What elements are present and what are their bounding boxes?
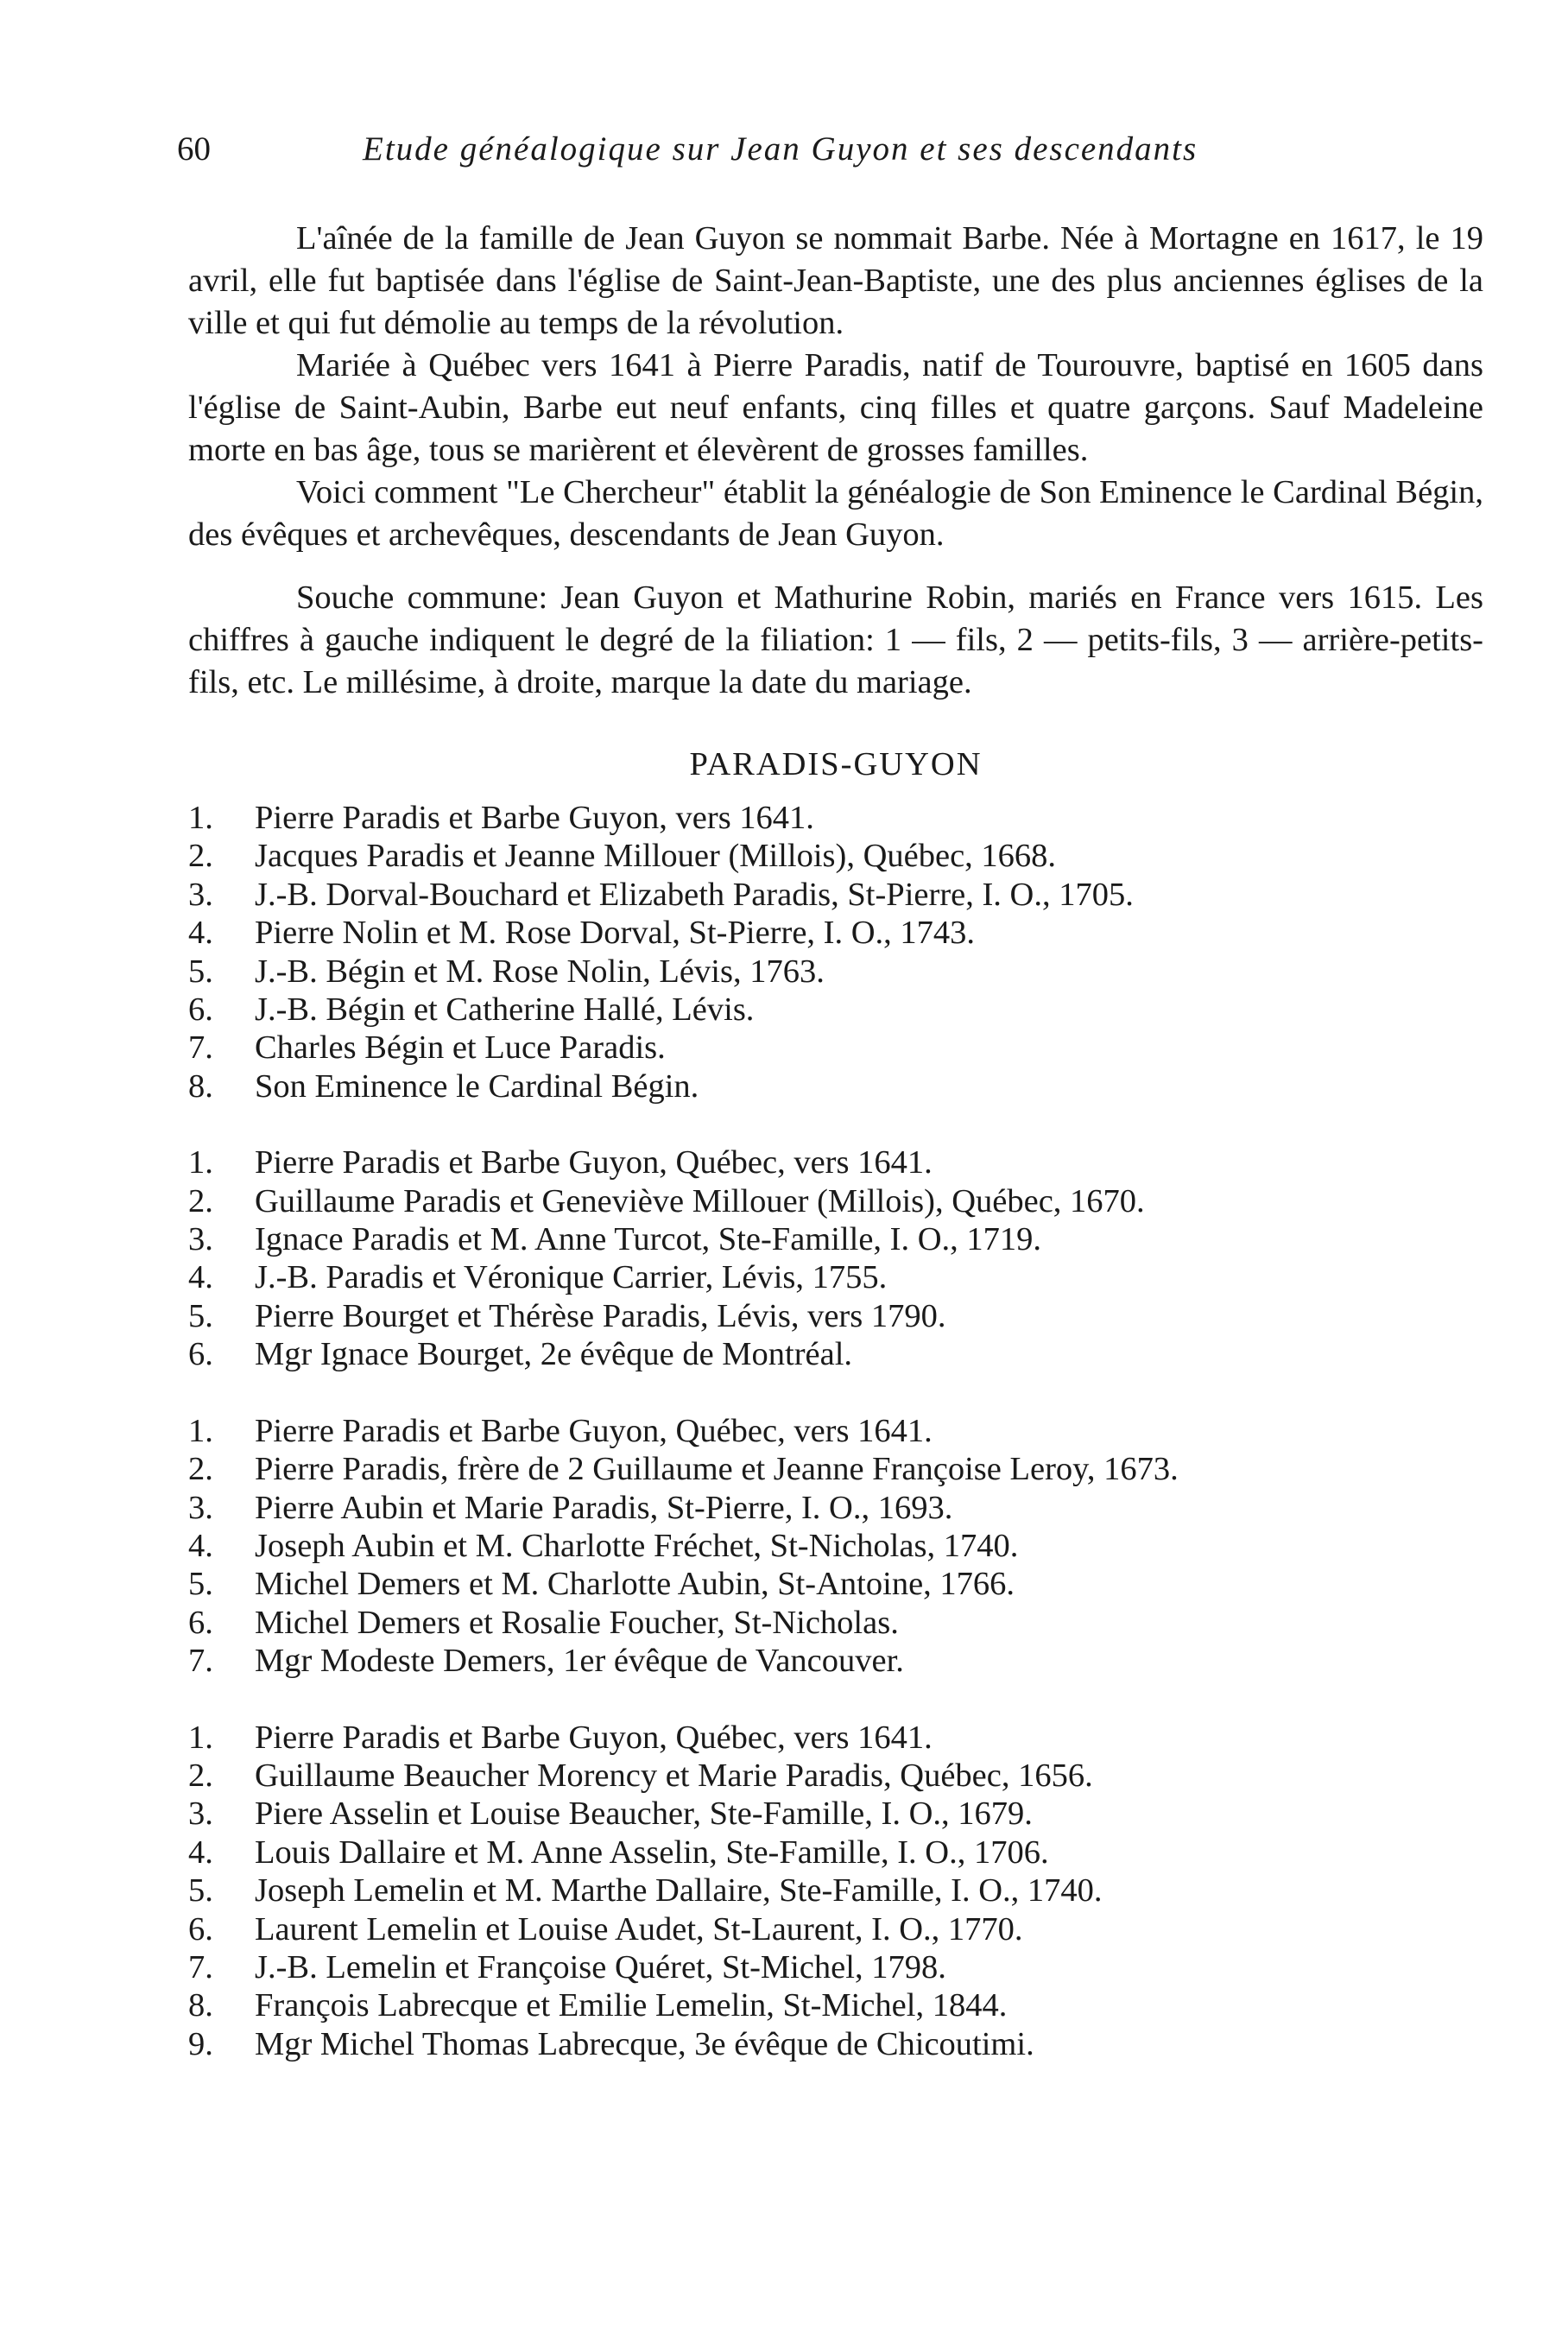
lineage-entry-number: 4. [188, 1527, 213, 1564]
lineage-entry-number: 4. [188, 1259, 213, 1296]
lineage-entry [188, 1258, 1483, 1296]
lineage-entry-number: 3. [188, 1796, 213, 1833]
lineage-entry-text: Mgr Modeste Demers, 1er évêque de Vancouver. [255, 1643, 904, 1680]
lineage-entry-text: Ignace Paradis et M. Anne Turcot, Ste-Famille, I. O., 1719. [255, 1221, 1042, 1258]
lineage-entry-number: 7. [188, 1029, 213, 1067]
lineage-entry-text: François Labrecque et Emilie Lemelin, St-Michel, 1844. [255, 1987, 1008, 2024]
lineage-entry [188, 953, 1483, 991]
lineage-entry [188, 1948, 1483, 1986]
lineage-entry-text: Michel Demers et Rosalie Foucher, St-Nicholas. [255, 1604, 899, 1641]
paragraph-barbe-marriage: Mariée à Québec vers 1641 à Pierre Paradis, natif de Tourouvre, baptisé en 1605 dans l'église de Saint-Aubin, Barbe eut neuf enfants, cinq filles et quatre garçons. Sauf Madeleine morte en bas âge, tous se marièrent et élevèrent de grosses familles. [188, 347, 1483, 468]
lineage-entry-text: Mgr Ignace Bourget, 2e évêque de Montréal. [255, 1336, 853, 1373]
lineage-entry-text: Michel Demers et M. Charlotte Aubin, St-Antoine, 1766. [255, 1566, 1015, 1603]
page-body [188, 218, 1483, 2063]
lineage-entry [188, 799, 1483, 837]
paragraph-barbe-birth: L'aînée de la famille de Jean Guyon se nommait Barbe. Née à Mortagne en 1617, le 19 avril, elle fut baptisée dans l'église de Saint-Jean-Baptiste, une des plus anciennes églises de la ville et qui fut démolie au temps de la révolution. [188, 220, 1483, 341]
lineage-entry-text: Piere Asselin et Louise Beaucher, Ste-Famille, I. O., 1679. [255, 1796, 1033, 1833]
lineage-entry-number: 8. [188, 1987, 213, 2024]
lineage-entry [188, 1642, 1483, 1680]
lineage-entry-text: Pierre Paradis et Barbe Guyon, vers 1641. [255, 800, 814, 836]
lineage-entry [188, 1450, 1483, 1488]
page-number: 60 [177, 130, 211, 168]
lineage-list-labrecque [188, 1719, 1483, 2064]
lineage-entry-number: 7. [188, 1643, 213, 1680]
lineage-entry-number: 9. [188, 2025, 213, 2062]
lineage-entry [188, 1067, 1483, 1105]
lineage-entry-number: 6. [188, 991, 213, 1029]
running-title: Etude généalogique sur Jean Guyon et ses descendants [363, 130, 1198, 168]
lineage-list-begin [188, 799, 1483, 1105]
page-header [177, 130, 1403, 173]
lineage-entry-text: Pierre Paradis et Barbe Guyon, Québec, vers 1641. [255, 1144, 933, 1181]
lineage-entry [188, 1872, 1483, 1910]
lineage-entry-number: 5. [188, 953, 213, 990]
lineage-entry-number: 5. [188, 1566, 213, 1603]
lineage-entry-text: Guillaume Beaucher Morency et Marie Paradis, Québec, 1656. [255, 1757, 1093, 1794]
lineage-entry-number: 6. [188, 1910, 213, 1948]
lineage-entry-text: Mgr Michel Thomas Labrecque, 3e évêque de Chicoutimi. [255, 2025, 1034, 2062]
lineage-entry [188, 1910, 1483, 1948]
lineage-entry [188, 1412, 1483, 1450]
lineage-entry-number: 2. [188, 1451, 213, 1488]
lineage-list-bourget [188, 1143, 1483, 1373]
lineage-entry-text: J.-B. Bégin et Catherine Hallé, Lévis. [255, 991, 755, 1029]
lineage-entry-text: Guillaume Paradis et Geneviève Millouer (Millois), Québec, 1670. [255, 1182, 1145, 1219]
lineage-entry-number: 8. [188, 1067, 213, 1105]
lineage-entry-number: 5. [188, 1297, 213, 1334]
lineage-entry-number: 3. [188, 876, 213, 913]
paragraph-common-stock: Souche commune: Jean Guyon et Mathurine Robin, mariés en France vers 1615. Les chiffres à gauche indiquent le degré de la filiation: 1 — fils, 2 — petits-fils, 3 — arrière-petits-fils, etc. Le millésime, à droite, marque la date du mariage. [188, 580, 1483, 700]
lineage-entry-number: 4. [188, 915, 213, 952]
lineage-entry-text: Pierre Bourget et Thérèse Paradis, Lévis, vers 1790. [255, 1297, 946, 1334]
lineage-entry [188, 1565, 1483, 1603]
lineage-entry-number: 1. [188, 800, 213, 836]
lineage-entry [188, 1335, 1483, 1373]
lineage-entry-number: 3. [188, 1489, 213, 1526]
lineage-entry-number: 6. [188, 1336, 213, 1373]
lineage-entry-text: Laurent Lemelin et Louise Audet, St-Laurent, I. O., 1770. [255, 1910, 1023, 1948]
lineage-entry-number: 7. [188, 1948, 213, 1986]
lineage-entry-text: Pierre Paradis et Barbe Guyon, Québec, vers 1641. [255, 1412, 933, 1449]
lineage-entry-text: Pierre Nolin et M. Rose Dorval, St-Pierre, I. O., 1743. [255, 915, 976, 952]
lineage-entry [188, 1795, 1483, 1833]
lineage-entry [188, 1029, 1483, 1067]
lineage-entry [188, 1297, 1483, 1335]
lineage-list-demers [188, 1412, 1483, 1681]
lineage-entry-number: 5. [188, 1872, 213, 1910]
lineage-entry [188, 1986, 1483, 2024]
lineage-entry-text: J.-B. Lemelin et Françoise Quéret, St-Michel, 1798. [255, 1948, 946, 1986]
lineage-entry-text: J.-B. Paradis et Véronique Carrier, Lévis, 1755. [255, 1259, 888, 1296]
lineage-entry-number: 3. [188, 1221, 213, 1258]
paragraph-genealogy-intro: Voici comment "Le Chercheur" établit la généalogie de Son Eminence le Cardinal Bégin, des évêques et archevêques, descendants de Jean Guyon. [188, 474, 1483, 553]
lineage-entry [188, 1604, 1483, 1642]
lineage-entry-text: Pierre Paradis et Barbe Guyon, Québec, vers 1641. [255, 1719, 933, 1756]
lineage-entry [188, 837, 1483, 875]
lineage-entry [188, 2025, 1483, 2063]
lineage-entry-number: 2. [188, 1182, 213, 1219]
lineage-entry-number: 2. [188, 838, 213, 875]
lineage-entry-text: Son Eminence le Cardinal Bégin. [255, 1067, 699, 1105]
lineage-entry [188, 876, 1483, 914]
lineage-entry [188, 1489, 1483, 1527]
lineage-entry [188, 991, 1483, 1029]
lineage-entry-text: Charles Bégin et Luce Paradis. [255, 1029, 666, 1067]
lineage-entry [188, 1719, 1483, 1757]
lineage-entry [188, 1527, 1483, 1565]
lineage-entry [188, 914, 1483, 952]
lineage-entry [188, 1757, 1483, 1795]
lineage-entry-text: Pierre Aubin et Marie Paradis, St-Pierre, I. O., 1693. [255, 1489, 953, 1526]
lineage-entry-text: Joseph Lemelin et M. Marthe Dallaire, Ste-Famille, I. O., 1740. [255, 1872, 1103, 1910]
lineage-entry-text: J.-B. Bégin et M. Rose Nolin, Lévis, 1763. [255, 953, 825, 990]
lineage-entry [188, 1143, 1483, 1181]
lineage-entry-number: 1. [188, 1144, 213, 1181]
lineage-entry [188, 1834, 1483, 1872]
lineage-entry-number: 4. [188, 1834, 213, 1871]
lineage-entry-number: 6. [188, 1604, 213, 1641]
section-title: PARADIS-GUYON [689, 746, 983, 782]
lineage-entry-text: J.-B. Dorval-Bouchard et Elizabeth Paradis, St-Pierre, I. O., 1705. [255, 876, 1134, 913]
lineage-entry-number: 2. [188, 1757, 213, 1794]
lineage-entry-text: Jacques Paradis et Jeanne Millouer (Millois), Québec, 1668. [255, 838, 1057, 875]
lineage-entry-text: Pierre Paradis, frère de 2 Guillaume et Jeanne Françoise Leroy, 1673. [255, 1451, 1179, 1488]
lineage-entry-number: 1. [188, 1719, 213, 1756]
lineage-entry-number: 1. [188, 1412, 213, 1449]
lineage-entry-text: Joseph Aubin et M. Charlotte Fréchet, St-Nicholas, 1740. [255, 1527, 1019, 1564]
lineage-entry-text: Louis Dallaire et M. Anne Asselin, Ste-Famille, I. O., 1706. [255, 1834, 1049, 1871]
lineage-entry [188, 1182, 1483, 1220]
lineage-entry [188, 1220, 1483, 1258]
